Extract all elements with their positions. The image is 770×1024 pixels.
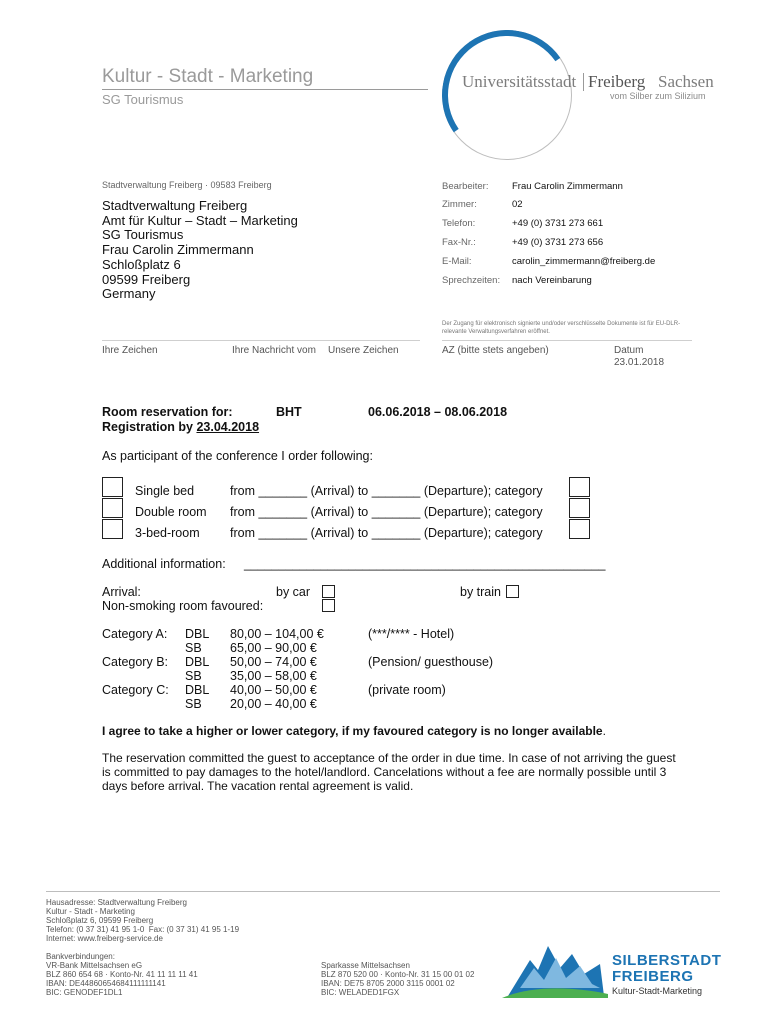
category-b-dbl-price: 50,00 – 74,00 € (230, 655, 317, 669)
email-label: E-Mail: (442, 256, 472, 267)
three-bed-room-checkbox[interactable] (102, 519, 123, 539)
sprechzeiten-value: nach Vereinbarung (512, 275, 592, 286)
category-c-sb-type: SB (185, 697, 202, 711)
logo-tagline: vom Silber zum Silizium (610, 91, 706, 101)
logo-text-freiberg: Freiberg (588, 72, 646, 91)
fax-value: +49 (0) 3731 273 656 (512, 237, 604, 248)
category-a-dbl-price: 80,00 – 104,00 € (230, 627, 324, 641)
category-a-sb-type: SB (185, 641, 202, 655)
zimmer-value: 02 (512, 199, 523, 210)
telefon-label: Telefon: (442, 218, 476, 229)
fax-label: Fax-Nr.: (442, 237, 476, 248)
logo-text-universitaetsstadt: Universitätsstadt (462, 72, 577, 91)
room-three-bed-dates: from _______ (Arrival) to _______ (Departure); category (230, 526, 543, 540)
category-a-dbl-type: DBL (185, 627, 210, 641)
registration-deadline (102, 420, 259, 434)
telefon-value: +49 (0) 3731 273 661 (512, 218, 604, 229)
ref-ihre-zeichen: Ihre Zeichen (102, 345, 158, 356)
category-b-sb-type: SB (185, 669, 202, 683)
category-c-sb-price: 20,00 – 40,00 € (230, 697, 317, 711)
room-double-dates: from _______ (Arrival) to _______ (Departure); category (230, 505, 543, 519)
zimmer-label: Zimmer: (442, 199, 477, 210)
university-city-logo (430, 28, 720, 170)
category-a-label: Category A: (102, 627, 168, 641)
header-divider (102, 89, 428, 90)
registration-label: Registration by (102, 420, 197, 434)
room-double-label: Double room (135, 505, 207, 519)
category-b-sb-price: 35,00 – 58,00 € (230, 669, 317, 683)
ref-ihre-nachricht: Ihre Nachricht vom (232, 345, 316, 356)
datum-value: 23.01.2018 (614, 357, 665, 368)
bearbeiter-label: Bearbeiter: (442, 181, 489, 192)
category-c-label: Category C: (102, 683, 169, 697)
category-agreement (102, 724, 606, 738)
recipient-address: Stadtverwaltung Freiberg Amt für Kultur – Stadt – Marketing SG Tourismus Frau Carolin Zimmermann Schloßplatz 6 09599 Freiberg Germany (102, 198, 298, 302)
brand-silberstadt: SILBERSTADT (612, 952, 722, 969)
brand-kultur-stadt-marketing: Kultur-Stadt-Marketing (612, 986, 703, 996)
category-c-dbl-price: 40,00 – 50,00 € (230, 683, 317, 697)
bearbeiter-value: Frau Carolin Zimmermann (512, 181, 623, 192)
sender-line: Stadtverwaltung Freiberg · 09583 Freiberg (102, 180, 272, 190)
intro-text: As participant of the conference I order following: (102, 449, 373, 463)
city-skyline-icon (500, 940, 610, 1000)
category-c-dbl-type: DBL (185, 683, 210, 697)
logo-separator (583, 73, 584, 91)
ref-az: AZ (bitte stets angeben) (442, 345, 549, 356)
by-train-label: by train (460, 585, 501, 599)
logo-text-sachsen: Sachsen (658, 72, 714, 91)
category-a-sb-price: 65,00 – 90,00 € (230, 641, 317, 655)
footer-divider (46, 891, 720, 892)
agreement-text: I agree to take a higher or lower category, if my favoured category is no longer available (102, 724, 603, 738)
ref-datum (614, 345, 664, 369)
additional-info-field[interactable]: ____________________________________________________ (244, 557, 606, 571)
by-car-label: by car (276, 585, 311, 599)
category-a-desc: (***/**** - Hotel) (368, 627, 455, 641)
by-train-checkbox[interactable] (506, 585, 519, 598)
double-room-checkbox[interactable] (102, 498, 123, 518)
reservation-label: Room reservation for: (102, 405, 233, 419)
additional-info-label: Additional information: (102, 557, 226, 571)
non-smoking-label: Non-smoking room favoured: (102, 599, 264, 613)
reservation-org: BHT (276, 405, 302, 419)
footer-bank-sparkasse: Sparkasse Mittelsachsen BLZ 870 520 00 · Konto-Nr. 31 15 00 01 02 IBAN: DE75 8705 2000 3115 0001 02 BIC: WELADED1FGX (321, 961, 475, 997)
agreement-period: . (602, 724, 606, 738)
brand-freiberg: FREIBERG (612, 968, 694, 985)
ref-divider-left (102, 340, 420, 341)
double-room-category-field[interactable] (569, 498, 590, 518)
single-bed-category-field[interactable] (569, 477, 590, 497)
three-bed-room-category-field[interactable] (569, 519, 590, 539)
reservation-dates: 06.06.2018 – 08.06.2018 (368, 405, 508, 419)
by-car-checkbox[interactable] (322, 585, 335, 598)
arrival-label: Arrival: (102, 585, 141, 599)
header-title: Kultur - Stadt - Marketing (102, 66, 314, 87)
eu-access-note: Der Zugang für elektronisch signierte und/oder verschlüsselte Dokumente ist für EU-DLR-relevante Verwaltungsverfahren eröffnet. (442, 321, 681, 335)
ref-divider-right (442, 340, 692, 341)
terms-paragraph: The reservation committed the guest to acceptance of the order in due time. In case of not arriving the guest is committed to pay damages to the hotel/landlord. Cancelations without a fee are normally possible until 3 days before arrival. The vacation rental agreement is valid. (102, 751, 676, 793)
category-b-desc: (Pension/ guesthouse) (368, 655, 494, 669)
room-single-bed-label: Single bed (135, 484, 195, 498)
header-subtitle: SG Tourismus (102, 92, 184, 107)
category-b-label: Category B: (102, 655, 169, 669)
ref-unsere-zeichen: Unsere Zeichen (328, 345, 399, 356)
registration-date: 23.04.2018 (196, 420, 260, 434)
room-single-bed-dates: from _______ (Arrival) to _______ (Departure); category (230, 484, 543, 498)
silberstadt-logo-graphic (500, 940, 610, 1000)
non-smoking-checkbox[interactable] (322, 599, 335, 612)
email-value: carolin_zimmermann@freiberg.de (512, 256, 656, 267)
logo-arc (432, 20, 583, 171)
category-b-dbl-type: DBL (185, 655, 210, 669)
datum-label: Datum (614, 345, 644, 356)
room-three-bed-label: 3-bed-room (135, 526, 200, 540)
footer-address: Hausadresse: Stadtverwaltung Freiberg Kultur - Stadt - Marketing Schloßplatz 6, 09599 Freiberg Telefon: (0 37 31) 41 95 1-0 Fax: (0 37 31) 41 95 1-19 Internet: www.freiberg-service.de (46, 898, 240, 943)
category-c-desc: (private room) (368, 683, 446, 697)
single-bed-checkbox[interactable] (102, 477, 123, 497)
sprechzeiten-label: Sprechzeiten: (442, 275, 501, 286)
footer-bank-vr: Bankverbindungen: VR-Bank Mittelsachsen eG BLZ 860 654 68 · Konto-Nr. 41 11 11 11 41 IBAN: DE44860654684111111141 BIC: GENODEF1DL1 (46, 952, 198, 997)
